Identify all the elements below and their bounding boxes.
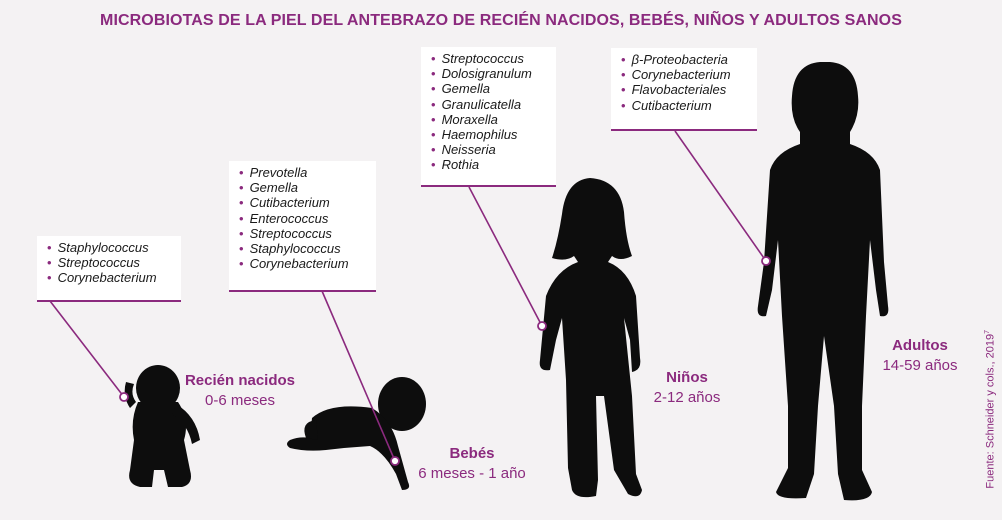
crawling-baby-silhouette — [287, 377, 426, 490]
bacteria-list-baby — [239, 165, 364, 271]
bacteria-item: • β-Proteobacteria — [621, 52, 745, 67]
source-text: Fuente: Schneider y cols., 2019 — [984, 333, 997, 489]
bacteria-item: • Streptococcus — [47, 255, 169, 270]
bacteria-item: • Dolosigranulum — [431, 66, 544, 81]
age-label-baby — [408, 444, 536, 484]
bacteria-item: • Cutibacterium — [621, 98, 745, 113]
bacteria-box-adult — [611, 48, 757, 131]
connector-girl — [469, 187, 542, 326]
bacteria-list-girl — [431, 51, 544, 173]
bacteria-list-newborn — [47, 240, 169, 286]
bacteria-item: • Neisseria — [431, 142, 544, 157]
bacteria-box-baby — [229, 161, 376, 292]
group-range: 6 meses - 1 año — [418, 465, 526, 482]
source-ref: 7 — [984, 330, 991, 334]
bacteria-box-newborn — [37, 236, 181, 302]
group-name: Niños — [666, 369, 708, 386]
bacteria-box-girl — [421, 47, 556, 187]
bacteria-item: • Rothia — [431, 157, 544, 172]
age-label-girl — [640, 368, 734, 408]
source-note — [984, 330, 998, 520]
dot-man — [762, 257, 770, 265]
girl-silhouette — [540, 178, 642, 497]
group-name: Adultos — [892, 337, 948, 354]
bacteria-item: • Streptococcus — [431, 51, 544, 66]
bacteria-item: • Corynebacterium — [239, 256, 364, 271]
group-name: Recién nacidos — [184, 372, 296, 389]
bacteria-item: • Corynebacterium — [621, 67, 745, 82]
bacteria-item: • Streptococcus — [239, 226, 364, 241]
group-range: 2-12 años — [653, 389, 721, 406]
bacteria-item: • Staphylococcus — [47, 240, 169, 255]
bacteria-item: • Flavobacteriales — [621, 82, 745, 97]
age-label-adult — [870, 336, 970, 376]
connector-dots — [120, 257, 770, 465]
connector-newborn — [50, 301, 124, 397]
bacteria-item: • Enterococcus — [239, 211, 364, 226]
bacteria-item: • Prevotella — [239, 165, 364, 180]
bacteria-item: • Gemella — [239, 180, 364, 195]
bacteria-item: • Corynebacterium — [47, 270, 169, 285]
man-silhouette — [758, 62, 889, 500]
group-name: Bebés — [449, 445, 495, 462]
bacteria-item: • Gemella — [431, 81, 544, 96]
age-label-newborn — [180, 371, 300, 411]
bacteria-item: • Moraxella — [431, 112, 544, 127]
page-title: MICROBIOTAS DE LA PIEL DEL ANTEBRAZO DE RECIÉN NACIDOS, BEBÉS, NIÑOS Y ADULTOS SANOS — [100, 12, 902, 29]
connector-man — [675, 131, 766, 261]
dot-newborn — [120, 393, 128, 401]
bacteria-list-adult — [621, 52, 745, 113]
group-range: 0-6 meses — [204, 392, 276, 409]
bacteria-item: • Granulicatella — [431, 97, 544, 112]
bacteria-item: • Staphylococcus — [239, 241, 364, 256]
group-range: 14-59 años — [882, 357, 958, 374]
dot-girl — [538, 322, 546, 330]
dot-baby — [391, 457, 399, 465]
bacteria-item: • Cutibacterium — [239, 195, 364, 210]
bacteria-item: • Haemophilus — [431, 127, 544, 142]
